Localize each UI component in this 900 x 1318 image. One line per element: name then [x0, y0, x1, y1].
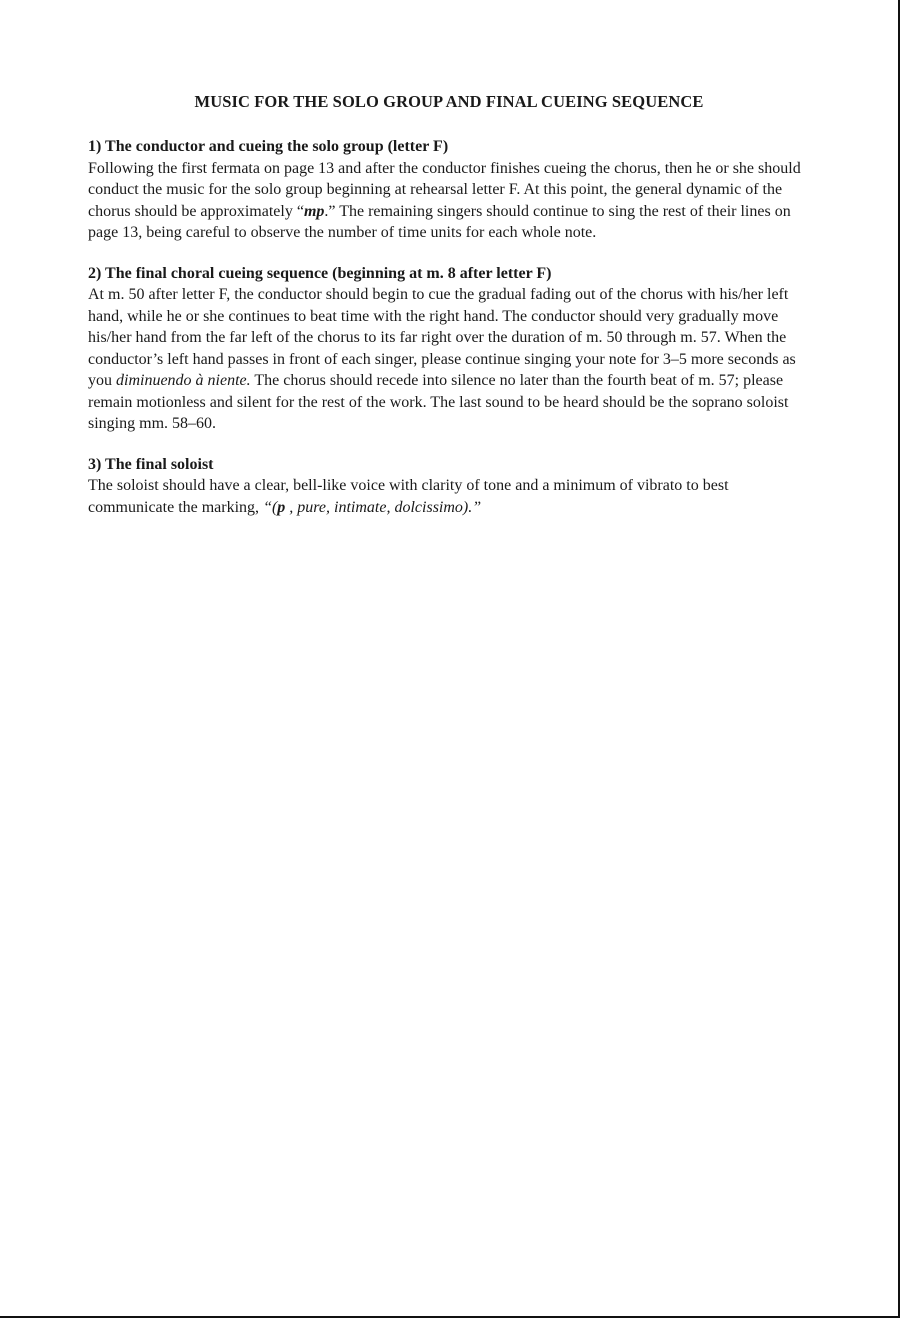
body-text: .” The remaining singers should continue to sing the rest of their lines on page 13, being careful to observe the number of time units for each whole note.: [88, 202, 791, 241]
section-heading: 1) The conductor and cueing the solo group (letter F): [88, 138, 449, 155]
section-conductor-cueing: [88, 136, 810, 244]
section-heading: 2) The final choral cueing sequence (beginning at m. 8 after letter F): [88, 264, 552, 282]
body-text: The chorus should recede into silence no later than the fourth beat of m. 57; please remain motionless and silent for the rest of the work. The last sound to be heard should be the soprano soloist singing mm. 58–60.: [88, 372, 789, 432]
section-body: [88, 284, 810, 435]
body-text: At m. 50 after letter F, the conductor should begin to cue the gradual fading out of the chorus with his/her left hand, while he or she continues to beat time with the right hand. The conductor should very gradually move his/her hand from the far left of the chorus to its far right over the duration of m. 50 through m. 57. When the conductor’s left hand passes in front of each singer, please continue singing your note for 3–5 more seconds as you: [88, 286, 796, 389]
body-text: Following the first fermata on page 13 and after the conductor finishes cueing the chorus, then he or she should conduct the music for the solo group beginning at rehearsal letter F. At this point, the general dynamic of the chorus should be approximately “: [88, 159, 801, 220]
page-title: MUSIC FOR THE SOLO GROUP AND FINAL CUEING SEQUENCE: [194, 92, 704, 111]
document-content: [88, 92, 810, 537]
dynamic-marking: p: [277, 498, 286, 516]
marking-open: “(: [263, 498, 278, 516]
dynamic-marking: mp: [303, 202, 325, 220]
italic-phrase: diminuendo à niente.: [116, 372, 251, 389]
marking-text: , pure, intimate, dolcissimo).”: [285, 498, 482, 516]
body-text: The soloist should have a clear, bell-like voice with clarity of tone and a minimum of vibrato to best communicate the marking,: [88, 477, 729, 516]
section-heading: 3) The final soloist: [88, 455, 214, 473]
section-body: [88, 475, 810, 518]
section-final-soloist: [88, 454, 810, 519]
section-final-choral-cueing: [88, 263, 810, 435]
section-body: [88, 158, 810, 244]
